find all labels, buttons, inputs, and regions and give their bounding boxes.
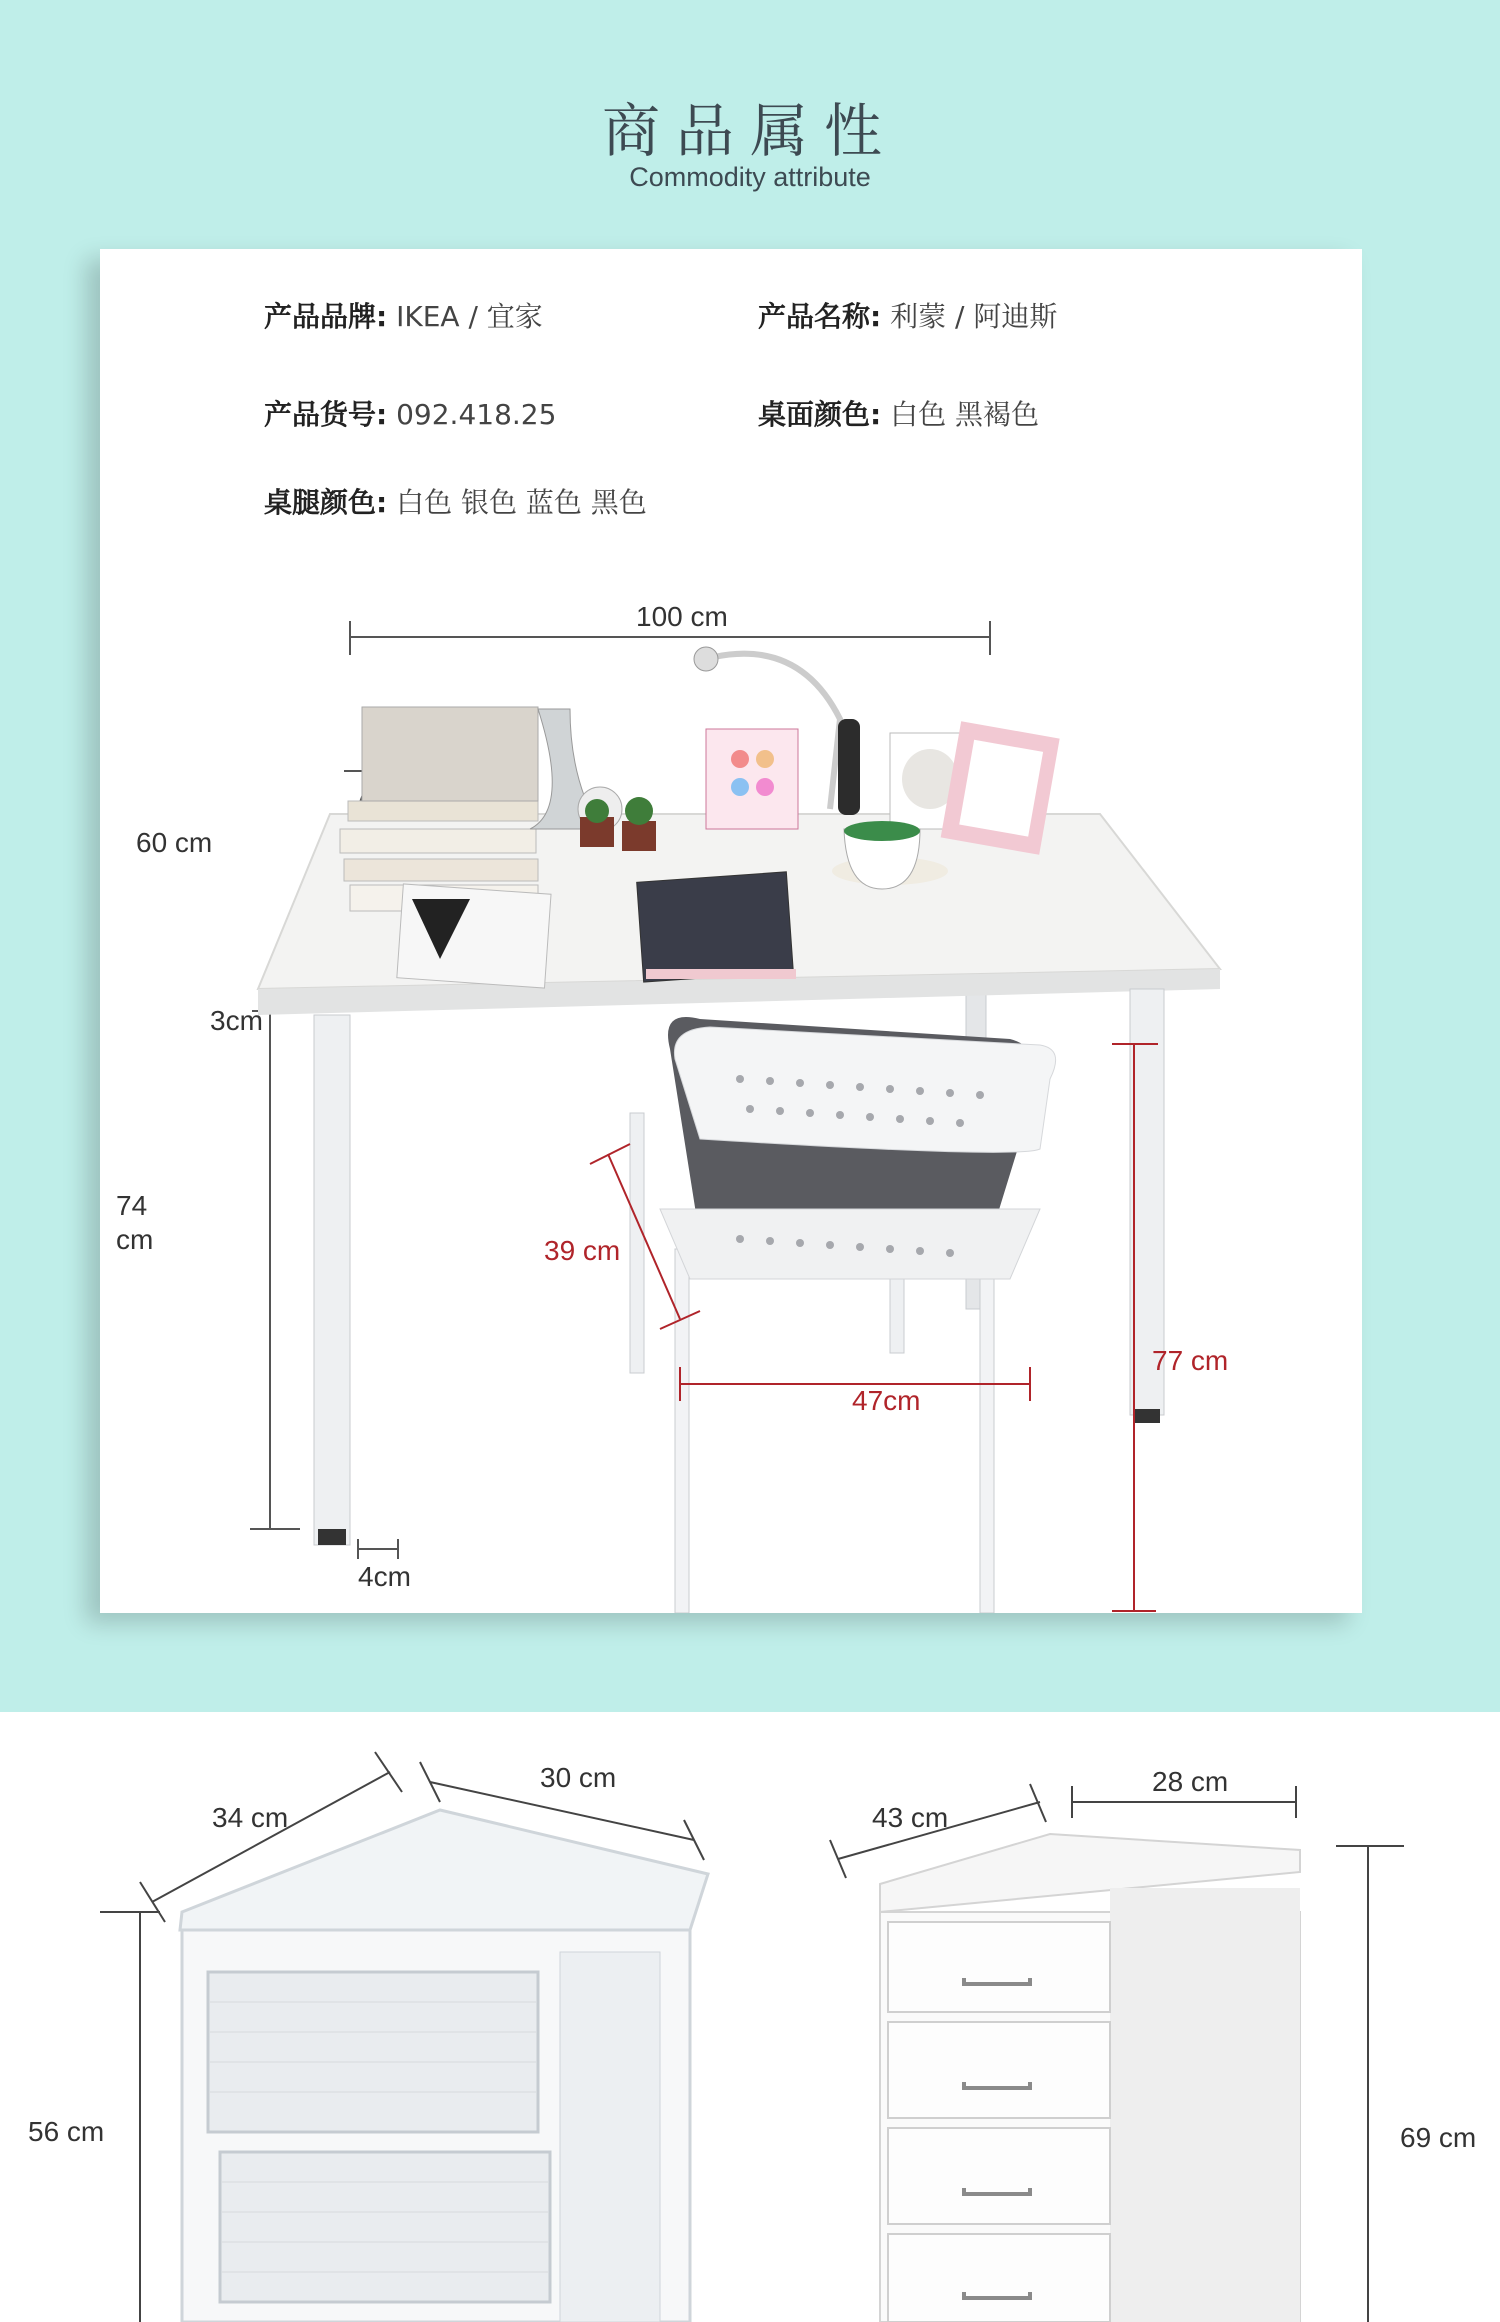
desk-leg-diameter-label: 4cm xyxy=(358,1561,411,1592)
chair-depth-label: 39 cm xyxy=(544,1235,621,1266)
right-unit-height-label: 69 cm xyxy=(1400,2122,1477,2153)
right-unit-width-label: 28 cm xyxy=(1152,1766,1229,1797)
desk-height-label: 74 cm xyxy=(116,1190,154,1255)
attr-sku-label: 产品货号: xyxy=(264,398,388,431)
chair-drawing xyxy=(630,1017,1056,1613)
chair-width-label: 47cm xyxy=(852,1385,921,1416)
chair-height-label: 77 cm xyxy=(1152,1345,1229,1376)
attribute-card xyxy=(100,249,1362,1613)
section-title-cn: 商品属性 xyxy=(601,97,898,165)
attr-top-color-label: 桌面颜色: xyxy=(758,398,882,431)
desk-thickness-label: 3cm xyxy=(210,1005,263,1036)
attr-brand-label: 产品品牌: xyxy=(264,300,388,333)
desk-chair-illustration xyxy=(100,249,1362,1613)
attr-name-value: 利蒙 / 阿迪斯 xyxy=(890,300,1058,333)
desk-depth-label: 60 cm xyxy=(136,827,213,858)
left-unit-height-label: 56 cm xyxy=(28,2116,105,2147)
wire-drawer-unit xyxy=(100,1752,708,2322)
section-title-en: Commodity attribute xyxy=(629,162,871,192)
attr-sku-value: 092.418.25 xyxy=(396,398,557,431)
attr-leg-color-label: 桌腿颜色: xyxy=(264,486,388,519)
left-unit-width-label: 30 cm xyxy=(540,1762,617,1793)
attr-name-label: 产品名称: xyxy=(758,300,882,333)
desk-width-label: 100 cm xyxy=(636,601,728,632)
attr-top-color-value: 白色 黑褐色 xyxy=(890,398,1040,431)
drawer-units-section xyxy=(0,1712,1500,2322)
right-unit-depth-label: 43 cm xyxy=(872,1802,949,1833)
left-unit-depth-label: 34 cm xyxy=(212,1802,289,1833)
metal-drawer-unit xyxy=(830,1784,1404,2322)
attr-brand-value: IKEA / 宜家 xyxy=(396,300,543,333)
attr-leg-color-value: 白色 银色 蓝色 黑色 xyxy=(396,486,647,519)
